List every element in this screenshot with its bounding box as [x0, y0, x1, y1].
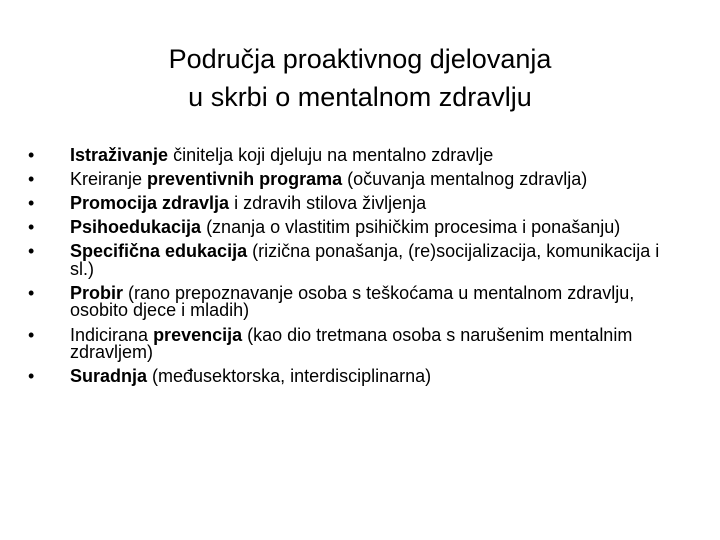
emphasized-text: Specifična edukacija: [70, 241, 248, 262]
title-line-2: u skrbi o mentalnom zdravlju: [188, 82, 532, 112]
slide-title: [0, 40, 720, 116]
item-text: (znanja o vlastitim psihičkim procesima i ponašanju): [201, 217, 621, 238]
emphasized-text: preventivnih programa: [147, 169, 343, 190]
list-item: [28, 243, 688, 278]
item-text: i zdravih stilova življenja: [229, 193, 427, 214]
list-item: [28, 171, 688, 189]
list-item: [28, 147, 688, 165]
item-text: (kao dio tretmana osoba s narušenim mentalnim zdravljem): [70, 324, 633, 363]
emphasized-text: prevencija: [153, 324, 243, 345]
list-item: [28, 324, 688, 363]
bullet-list: [28, 147, 688, 392]
bullet-icon: •: [28, 282, 35, 303]
list-item: [28, 195, 688, 213]
emphasized-text: Promocija zdravlja: [70, 193, 230, 214]
item-text: (rizična ponašanja, (re)socijalizacija, komunikacija i sl.): [70, 241, 660, 279]
item-text: Kreiranje: [70, 169, 148, 190]
bullet-icon: •: [28, 169, 35, 190]
bullet-icon: •: [28, 324, 35, 345]
emphasized-text: Suradnja: [70, 366, 148, 387]
bullet-icon: •: [28, 193, 35, 214]
item-text: činitelja koji djeluju na mentalno zdravlje: [168, 145, 494, 165]
emphasized-text: Istraživanje: [70, 145, 169, 165]
item-text: (rano prepoznavanje osoba s teškoćama u mentalnom zdravlju, osobito djece i mladih): [70, 282, 635, 321]
list-item: [28, 368, 688, 386]
bullet-icon: •: [28, 217, 35, 238]
item-text: (očuvanja mentalnog zdravlja): [342, 169, 588, 190]
item-text: Indicirana: [70, 324, 154, 345]
bullet-icon: •: [28, 366, 35, 387]
list-item: [28, 219, 688, 237]
bullet-icon: •: [28, 145, 35, 165]
bullet-icon: •: [28, 241, 35, 262]
emphasized-text: Probir: [70, 282, 124, 303]
item-text: (međusektorska, interdisciplinarna): [147, 366, 432, 387]
list-item: [28, 282, 688, 321]
title-line-1: Područja proaktivnog djelovanja: [168, 44, 552, 74]
emphasized-text: Psihoedukacija: [70, 217, 202, 238]
